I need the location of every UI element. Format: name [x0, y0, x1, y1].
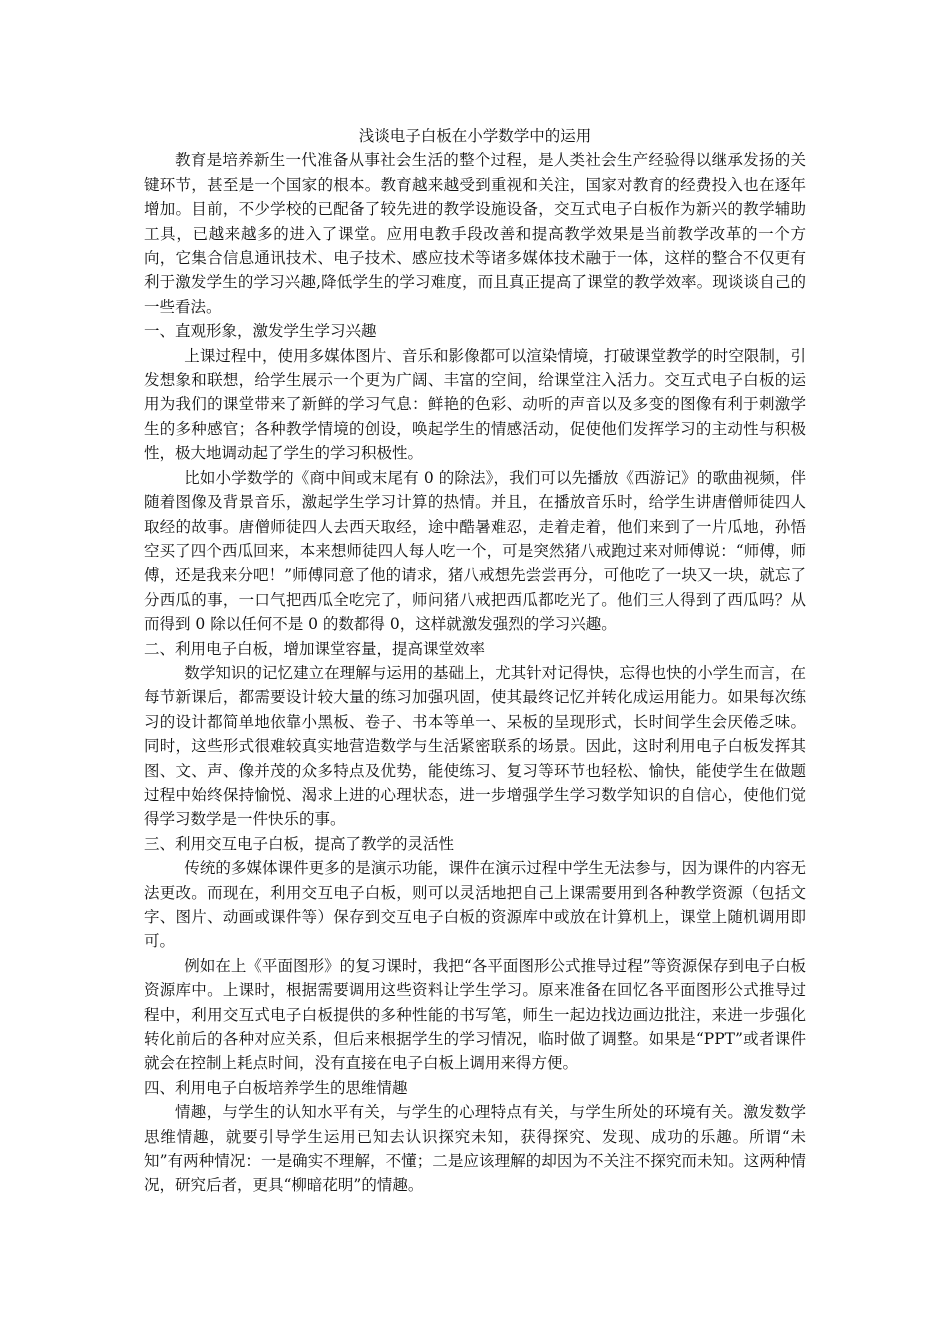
section-heading-1: 一、直观形象，激发学生学习兴趣: [144, 322, 377, 341]
section-3-paragraph-1: 传统的多媒体课件更多的是演示功能，课件在演示过程中学生无法参与，因为课件的内容无法更改。而现在，利用交互电子白板，则可以灵活地把自己上课需要用到各种教学资源（包括文字、图片、动画或课件等）保存到交互电子白板的资源库中或放在计算机上，课堂上随机调用即可。: [144, 859, 806, 951]
section-1-paragraph-1: 上课过程中，使用多媒体图片、音乐和影像都可以渲染情境，打破课堂教学的时空限制，引发想象和联想，给学生展示一个更为广阔、丰富的空间，给课堂注入活力。交互式电子白板的运用为我们的课堂带来了新鲜的学习气息：鲜艳的色彩、动听的声音以及多变的图像有利于刺激学生的多种感官；各种教学情境的创设，唤起学生的情感活动，促使他们发挥学习的主动性与积极性，极大地调动起了学生的学习积极性。: [144, 346, 806, 463]
section-heading-4: 四、利用电子白板培养学生的思维情趣: [144, 1078, 408, 1097]
section-3-paragraph-2: 例如在上《平面图形》的复习课时，我把“各平面图形公式推导过程”等资源保存到电子白板资源库中。上课时，根据需要调用这些资料让学生学习。原来准备在回忆各平面图形公式推导过程中，利用交互式电子白板提供的多种性能的书写笔，师生一起边找边画边批注，来进一步强化转化前后的各种对应关系，但后来根据学生的学习情况，临时做了调整。如果是“PPT”或者课件就会在控制上耗点时间，没有直接在电子白板上调用来得方便。: [144, 956, 806, 1073]
section-1-paragraph-2: 比如小学数学的《商中间或末尾有 0 的除法》，我们可以先播放《西游记》的歌曲视频，伴随着图像及背景音乐，激起学生学习计算的热情。并且，在播放音乐时，给学生讲唐僧师徒四人取经的故事。唐僧师徒四人去西天取经，途中酷暑难忍，走着走着，他们来到了一片瓜地，孙悟空买了四个西瓜回来，本来想师徒四人每人吃一个，可是突然猪八戒跑过来对师傅说：“师傅，师傅，还是我来分吧！”师傅同意了他的请求，猪八戒想先尝尝再分，可他吃了一块又一块，就忘了分西瓜的事，一口气把西瓜全吃完了，师问猪八戒把西瓜都吃光了。他们三人得到了西瓜吗？从而得到 0 除以任何不是 0 的数都得 0，这样就激发强烈的学习兴趣。: [144, 468, 806, 634]
intro-paragraph: 教育是培养新生一代准备从事社会生活的整个过程，是人类社会生产经验得以继承发扬的关键环节，甚至是一个国家的根本。教育越来越受到重视和关注，国家对教育的经费投入也在逐年增加。目前，不少学校的已配备了较先进的教学设施设备，交互式电子白板作为新兴的教学辅助工具，已越来越多的进入了课堂。应用电教手段改善和提高教学效果是当前教学改革的一个方向，它集合信息通讯技术、电子技术、感应技术等诸多媒体技术融于一体，这样的整合不仅更有利于激发学生的学习兴趣,降低学生的学习难度，而且真正提高了课堂的教学效率。现谈谈自己的一些看法。: [144, 151, 806, 316]
section-2-paragraph-1: 数学知识的记忆建立在理解与运用的基础上，尤其针对记得快，忘得也快的小学生而言，在每节新课后，都需要设计较大量的练习加强巩固，使其最终记忆并转化成运用能力。如果每次练习的设计都简单地依靠小黑板、卷子、书本等单一、呆板的呈现形式，长时间学生会厌倦乏味。同时，这些形式很难较真实地营造数学与生活紧密联系的场景。因此，这时利用电子白板发挥其图、文、声、像并茂的众多特点及优势，能使练习、复习等环节也轻松、愉快，能使学生在做题过程中始终保持愉悦、渴求上进的心理状态，进一步增强学生学习数学知识的自信心，使他们觉得学习数学是一件快乐的事。: [144, 663, 806, 829]
document-title: 浅谈电子白板在小学数学中的运用: [358, 127, 592, 145]
section-heading-2: 二、利用电子白板，增加课堂容量，提高课堂效率: [144, 639, 486, 658]
document-body: [144, 124, 806, 1198]
section-heading-3: 三、利用交互电子白板，提高了教学的灵活性: [144, 834, 455, 853]
section-4-paragraph-1: 情趣，与学生的认知水平有关，与学生的心理特点有关，与学生所处的环境有关。激发数学思维情趣，就要引导学生运用已知去认识探究未知，获得探究、发现、成功的乐趣。所谓“未知”有两种情况：一是确实不理解，不懂；二是应该理解的却因为不关注不探究而未知。这两种情况，研究后者，更具“柳暗花明”的情趣。: [144, 1103, 806, 1195]
